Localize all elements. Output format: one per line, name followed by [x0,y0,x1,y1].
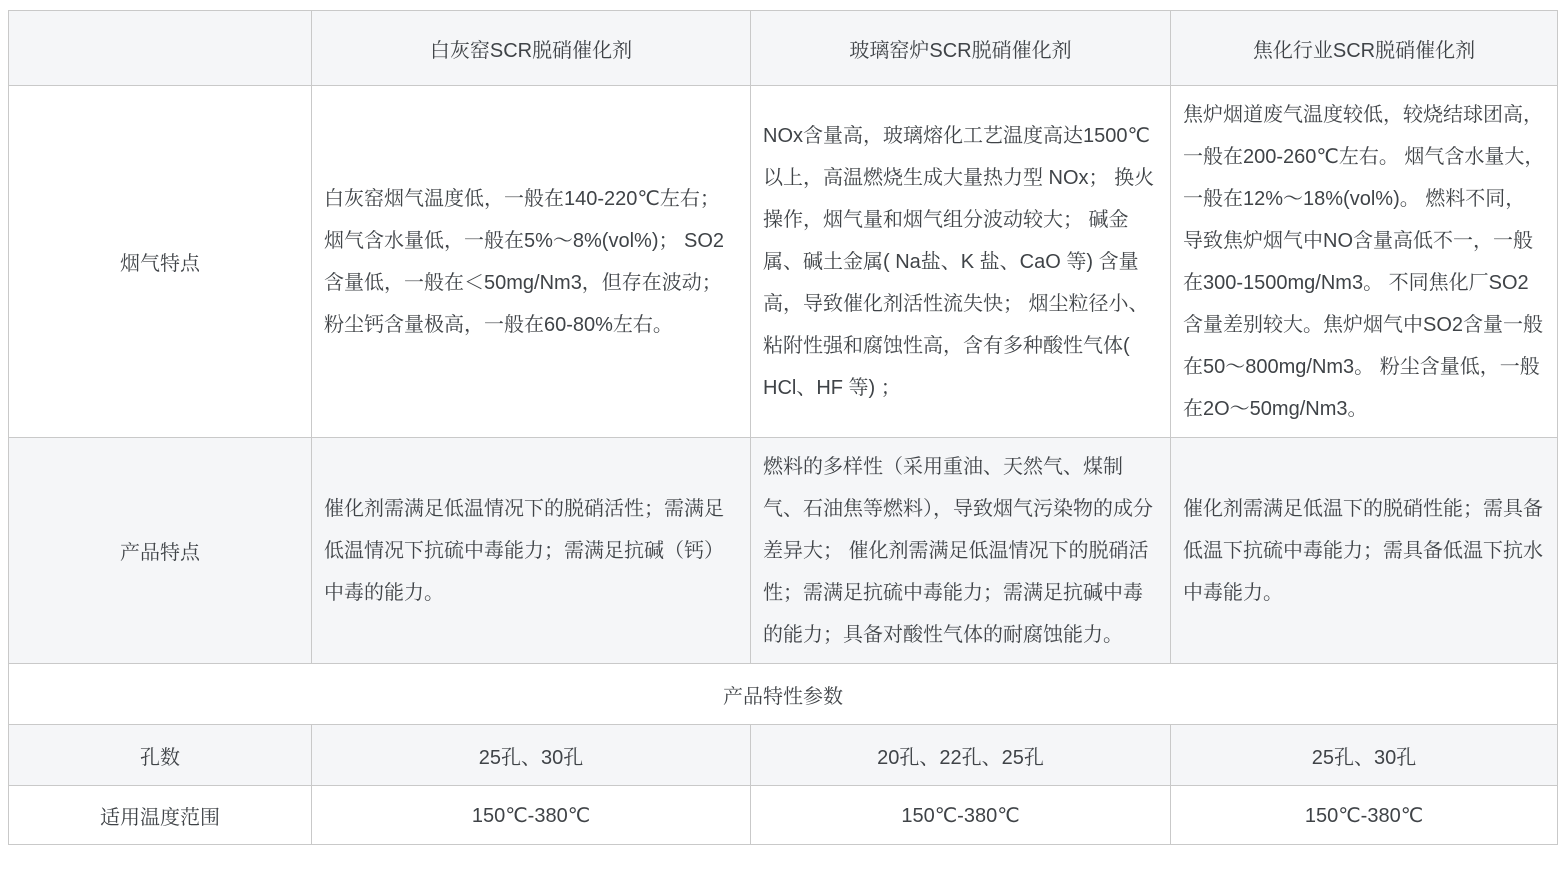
product-cell-coking-industry: 催化剂需满足低温下的脱硝性能；需具备低温下抗硫中毒能力；需具备低温下抗水中毒能力。 [1171,438,1558,664]
product-cell-lime-kiln: 催化剂需满足低温情况下的脱硝活性；需满足低温情况下抗硫中毒能力；需满足抗碱（钙）中毒的能力。 [312,438,751,664]
section-title: 产品特性参数 [9,664,1558,725]
row-label-hole-count: 孔数 [9,725,312,786]
row-label-product-features: 产品特点 [9,438,312,664]
table-row-temperature-range [9,786,1558,845]
catalyst-comparison-table [8,10,1558,845]
header-cell-glass-furnace: 玻璃窑炉SCR脱硝催化剂 [751,11,1171,86]
flue-gas-cell-glass-furnace: NOx含量高，玻璃熔化工艺温度高达1500℃以上，高温燃烧生成大量热力型 NOx； 换火操作，烟气量和烟气组分波动较大； 碱金属、碱土金属( Na盐、K 盐、CaO 等) 含量高，导致催化剂活性流失快； 烟尘粒径小、粘附性强和腐蚀性高，含有多种酸性气体( HCl、HF 等) ； [751,86,1171,438]
header-cell-empty [9,11,312,86]
hole-count-glass-furnace: 20孔、22孔、25孔 [751,725,1171,786]
table-row-product-features [9,438,1558,664]
temperature-range-lime-kiln: 150℃-380℃ [312,786,751,845]
temperature-range-coking-industry: 150℃-380℃ [1171,786,1558,845]
flue-gas-cell-lime-kiln: 白灰窑烟气温度低，一般在140-220℃左右；烟气含水量低，一般在5%～8%(vol%)； SO2含量低，一般在＜50mg/Nm3，但存在波动； 粉尘钙含量极高，一般在60-80%左右。 [312,86,751,438]
hole-count-coking-industry: 25孔、30孔 [1171,725,1558,786]
flue-gas-cell-coking-industry: 焦炉烟道废气温度较低，较烧结球团高，一般在200-260℃左右。 烟气含水量大，一般在12%～18%(vol%)。 燃料不同，导致焦炉烟气中NO含量高低不一，一般在300-1500mg/Nm3。 不同焦化厂SO2含量差别较大。焦炉烟气中SO2含量一般在50～800mg/Nm3。 粉尘含量低，一般在2O～50mg/Nm3。 [1171,86,1558,438]
header-cell-lime-kiln: 白灰窑SCR脱硝催化剂 [312,11,751,86]
row-label-temperature-range: 适用温度范围 [9,786,312,845]
table-header-row [9,11,1558,86]
product-cell-glass-furnace: 燃料的多样性（采用重油、天然气、煤制气、石油焦等燃料），导致烟气污染物的成分差异大； 催化剂需满足低温情况下的脱硝活性；需满足抗硫中毒能力；需满足抗碱中毒的能力；具备对酸性气体的耐腐蚀能力。 [751,438,1171,664]
temperature-range-glass-furnace: 150℃-380℃ [751,786,1171,845]
hole-count-lime-kiln: 25孔、30孔 [312,725,751,786]
table-row-flue-gas-features [9,86,1558,438]
table-row-section-title [9,664,1558,725]
header-cell-coking-industry: 焦化行业SCR脱硝催化剂 [1171,11,1558,86]
table-row-hole-count [9,725,1558,786]
row-label-flue-gas-features: 烟气特点 [9,86,312,438]
